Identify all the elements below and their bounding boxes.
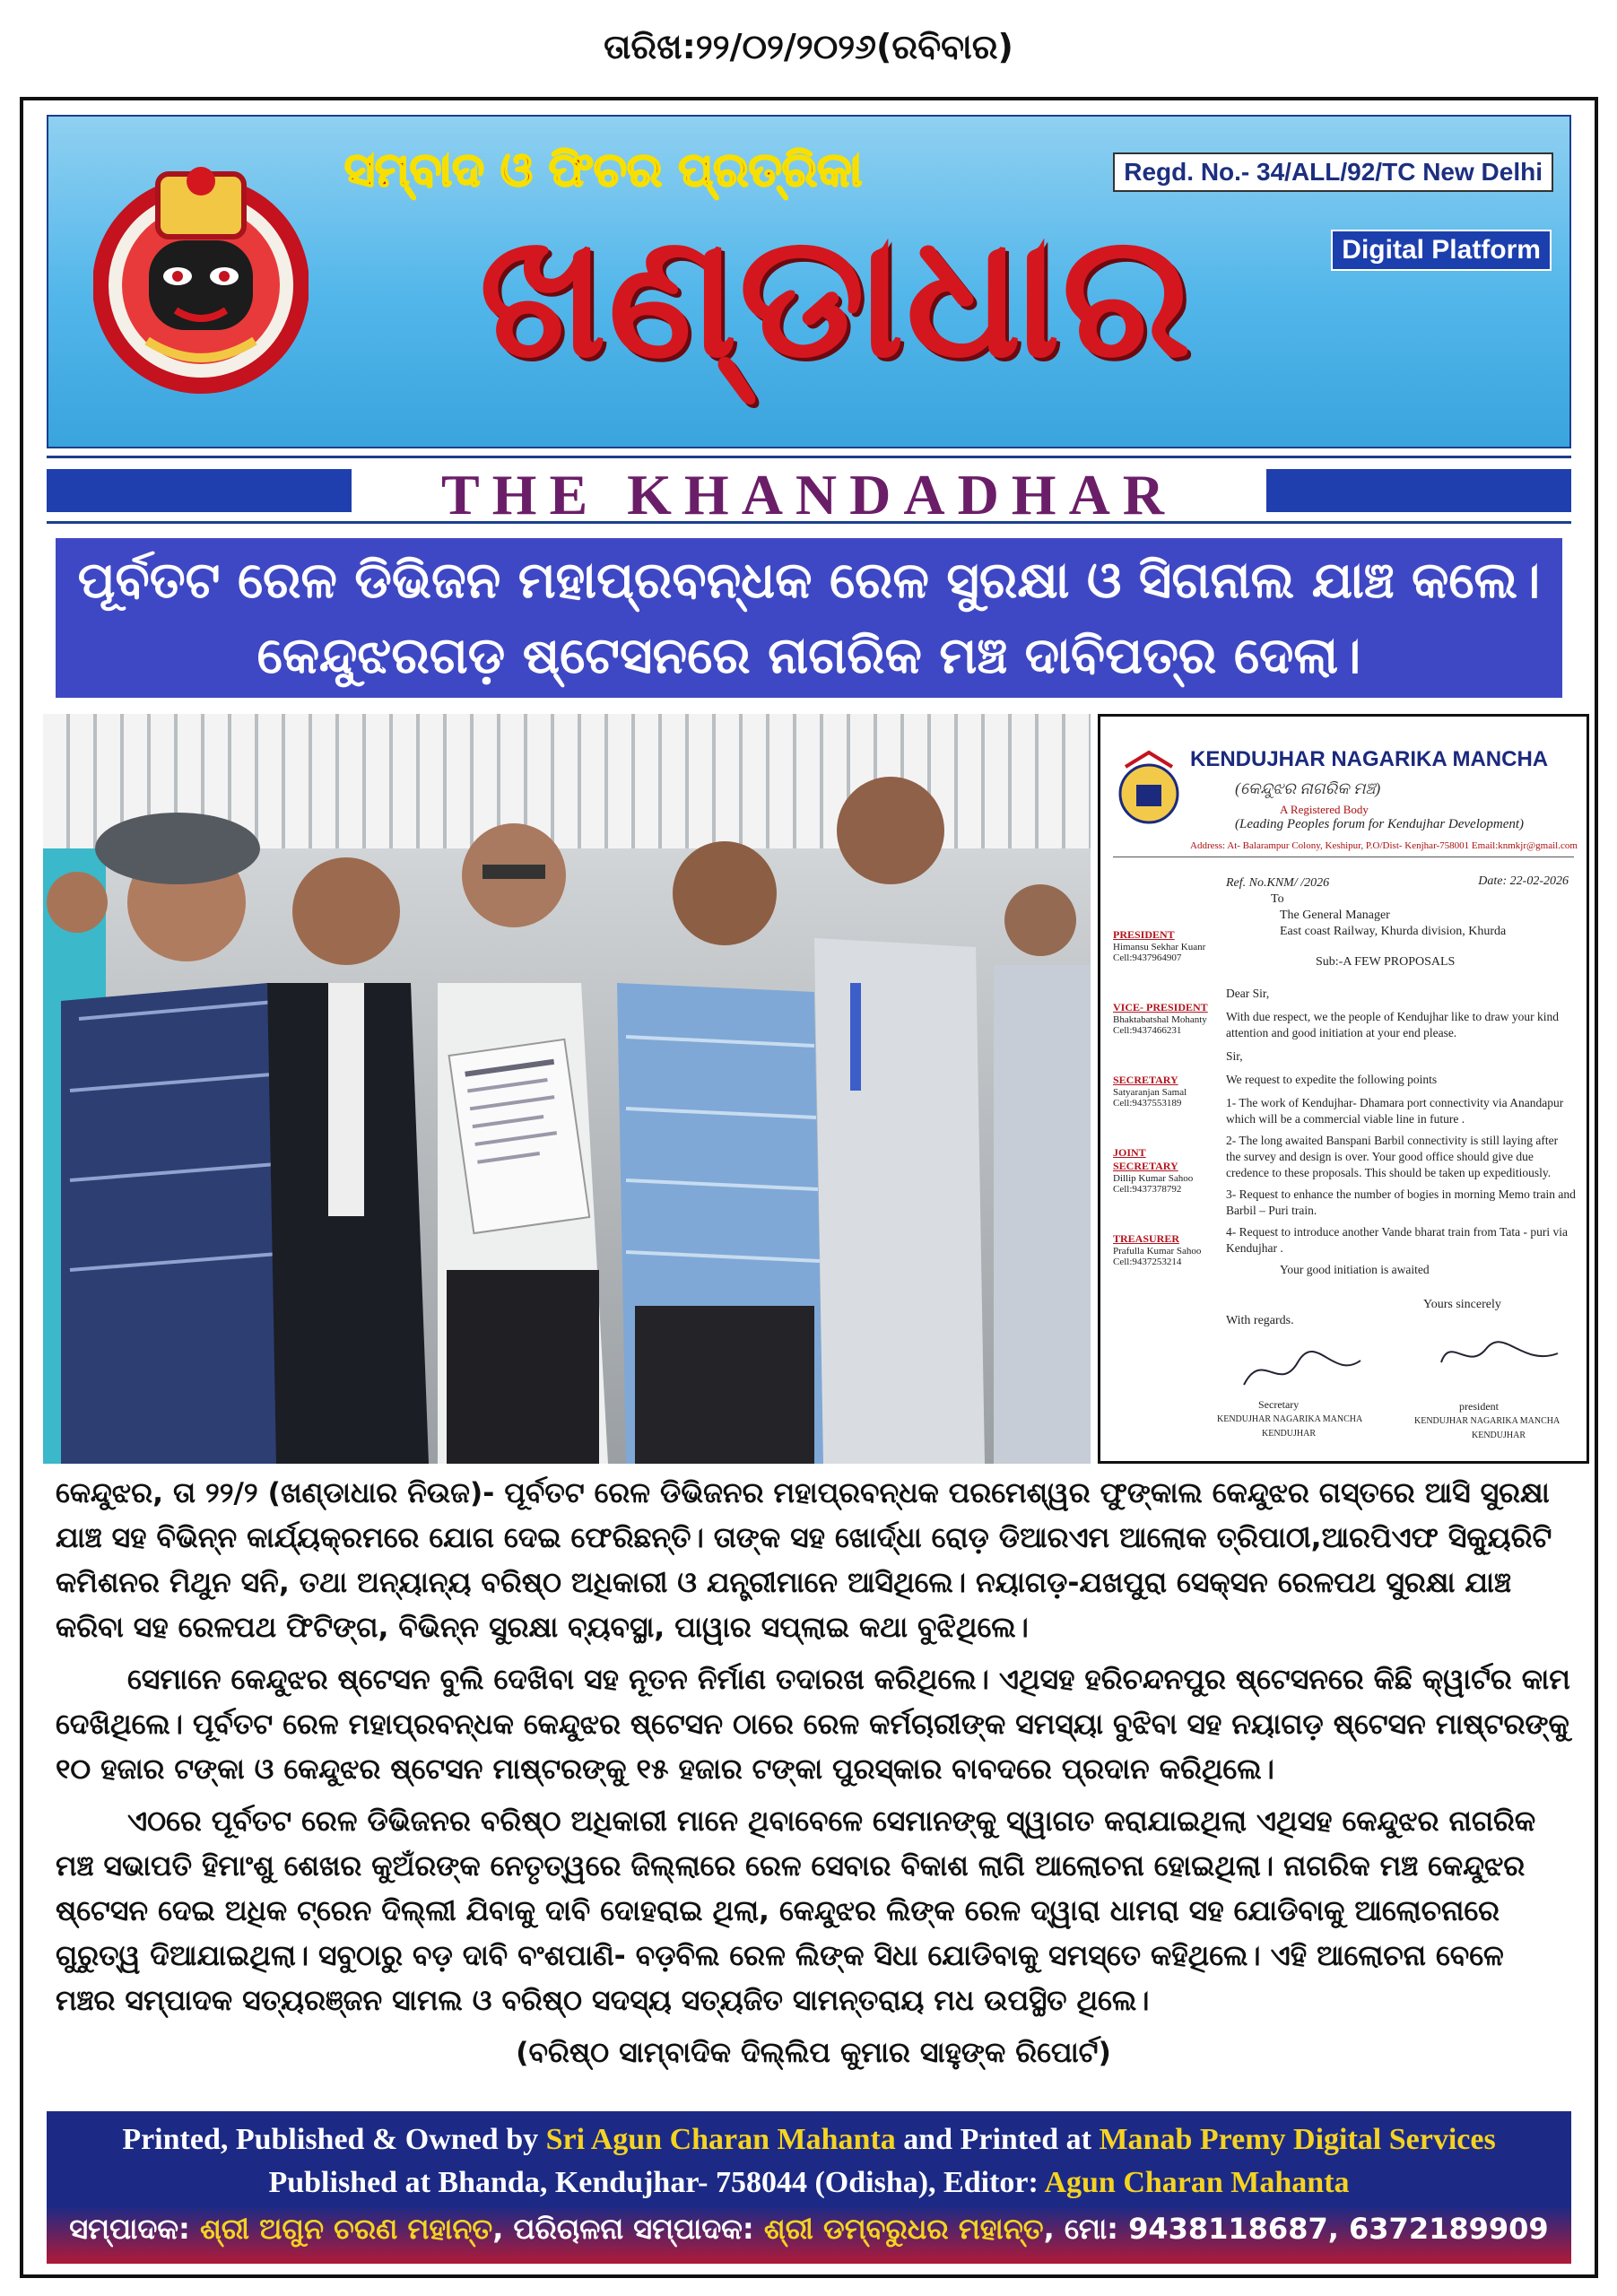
imprint-text: ସମ୍ପାଦକ: (69, 2212, 200, 2246)
english-title: THE KHANDADHAR (440, 463, 1178, 526)
letter-secretary: Secretary (1258, 1398, 1300, 1411)
letter-body (1226, 986, 1576, 1285)
letter-intro: With due respect, we the people of Kendujhar like to draw your kind attention and good initiation at your end please. (1226, 1010, 1559, 1039)
officer-list (1113, 928, 1212, 1305)
letter-address: Address: At- Balarampur Colony, Keshipur, P.O/Dist- Kenjhar-758001 Email:knmkjr@gmail.com (1190, 840, 1578, 851)
letter-sir: Sir, (1226, 1049, 1243, 1063)
imprint-line-3 (47, 2205, 1571, 2253)
officer-name: Prafulla Kumar Sahoo (1113, 1246, 1202, 1257)
letter-point: 2- The long awaited Banspani Barbil connectivity is still laying after the survey and design is over. Your good office should give due credence to these proposals. This should be taken up expeditiously. (1226, 1134, 1559, 1179)
deity-emblem-icon (93, 142, 309, 411)
officer-name: Dillip Kumar Sahoo (1113, 1173, 1194, 1184)
letter-ref: Ref. No.KNM/ /2026 (1226, 876, 1330, 890)
letter-request: We request to expedite the following points (1226, 1073, 1438, 1086)
letter-point: 4- Request to introduce another Vande bharat train from Tata - puri via Kendujhar . (1226, 1225, 1568, 1255)
people-handing-memorandum-image (43, 714, 1091, 1464)
letter-to: To (1271, 892, 1284, 906)
letter-president: president (1459, 1400, 1499, 1413)
letter-org-odia: (କେନ୍ଦୁଝର ନାଗରିକ ମଞ୍ଚ) (1235, 779, 1381, 797)
letter-city-right: KENDUJHAR (1472, 1431, 1526, 1440)
officer-role: SECRETARY (1113, 1074, 1178, 1086)
letter-city-left: KENDUJHAR (1262, 1429, 1316, 1439)
imprint-text: Published at Bhanda, Kendujhar- 758044 (Odisha), Editor: (268, 2166, 1045, 2199)
digital-platform-badge: Digital Platform (1331, 230, 1552, 271)
officer-role: PRESIDENT (1113, 928, 1175, 941)
issue-date: ତାରିଖ:୨୨/୦୨/୨୦୨୬(ରବିବାର) (604, 27, 1013, 66)
officer-name: Satyaranjan Samal (1113, 1087, 1187, 1098)
imprint-line-1 (47, 2118, 1571, 2161)
letter-subject: Sub:-A FEW PROPOSALS (1316, 955, 1456, 969)
imprint-editor: Agun Charan Mahanta (1044, 2166, 1350, 2199)
officer-cell: Cell:9437553189 (1113, 1098, 1182, 1109)
officer-cell: Cell:9437964907 (1113, 952, 1182, 963)
imprint-line-2 (47, 2161, 1571, 2205)
letter-org-sign-left: KENDUJHAR NAGARIKA MANCHA (1217, 1414, 1363, 1424)
letter-salutation: Dear Sir, (1226, 987, 1270, 1000)
memorandum-letter (1098, 714, 1589, 1464)
letter-org-name: KENDUJHAR NAGARIKA MANCHA (1190, 747, 1549, 771)
masthead (47, 115, 1571, 448)
imprint-managing-editor: ଶ୍ରୀ ଡମ୍ବରୁଧର ମହାନ୍ତ (763, 2212, 1044, 2246)
letter-org-sign-right: KENDUJHAR NAGARIKA MANCHA (1414, 1416, 1560, 1426)
officer-item (1113, 928, 1212, 963)
newspaper-page (20, 97, 1598, 2278)
imprint-text: Printed, Published & Owned by (122, 2123, 546, 2156)
letter-date: Date: 22-02-2026 (1478, 874, 1569, 888)
officer-cell: Cell:9437253214 (1113, 1257, 1182, 1267)
officer-name: Himansu Sekhar Kuanr (1113, 942, 1206, 952)
article-paragraph-3: ଏଠରେ ପୂର୍ବତଟ ରେଳ ଡିଭିଜନର ବରିଷ୍ଠ ଅଧିକାରୀ ମାନେ ଥିବାବେଳେ ସେମାନଙ୍କୁ ସ୍ୱାଗତ କରାଯାଇଥିଲା ଏଥିସହ କେନ୍ଦୁଝର ନାଗରିକ ମଞ୍ଚ ସଭାପତି ହିମାଂଶୁ ଶେଖର କୁଅଁରଙ୍କ ନେତୃତ୍ୱରେ ଜିଲ୍ଲାରେ ରେଳ ସେବାର ବିକାଶ ଲାଗି ଆଲୋଚନା ହୋଇଥିଲା। ନାଗରିକ ମଞ୍ଚ କେନ୍ଦୁଝର ଷ୍ଟେସନ ଦେଇ ଅଧିକ ଟ୍ରେନ ଦିଲ୍ଲୀ ଯିବାକୁ ଦାବି ଦୋହରାଇ ଥିଲା, କେନ୍ଦୁଝର ଲିଙ୍କ ରେଳ ଦ୍ୱାରା ଧାମରା ସହ ଯୋଡିବାକୁ ଆଲୋଚନାରେ ଗୁରୁତ୍ୱ ଦିଆଯାଇଥିଲା। ସବୁଠାରୁ ବଡ଼ ଦାବି ବଂଶପାଣି- ବଡ଼ବିଲ ରେଳ ଲିଙ୍କ ସିଧା ଯୋଡିବାକୁ ସମସ୍ତେ କହିଥିଲେ। ଏହି ଆଲୋଚନା ବେଳେ ମଞ୍ଚର ସମ୍ପାଦକ ସତ୍ୟରଞ୍ଜନ ସାମଲ ଓ ବରିଷ୍ଠ ସଦସ୍ୟ ସତ୍ୟଜିତ ସାମନ୍ତରାୟ ମଧ ଉପସ୍ଥିତ ଥିଲେ। (56, 1805, 1536, 2017)
article-paragraph-1: କେନ୍ଦୁଝର, ତା ୨୨/୨ (ଖଣ୍ଡାଧାର ନିଉଜ)- ପୂର୍ବତଟ ରେଳ ଡିଭିଜନର ମହାପ୍ରବନ୍ଧକ ପରମେଶ୍ୱର ଫୁଙ୍କାଲ କେନ୍ଦୁଝର ଗସ୍ତରେ ଆସି ସୁରକ୍ଷା ଯାଞ୍ଚ ସହ ବିଭିନ୍ନ କାର୍ଯ୍ୟକ୍ରମରେ ଯୋଗ ଦେଇ ଫେରିଛନ୍ତି। ତାଙ୍କ ସହ ଖୋର୍ଦ୍ଧା ରୋଡ଼ ଡିଆରଏମ ଆଲୋକ ତ୍ରିପାଠୀ,ଆରପିଏଫ ସିକ୍ୟୁରିଟି କମିଶନର ମିଥୁନ ସନି, ତଥା ଅନ୍ୟାନ୍ୟ ବରିଷ୍ଠ ଅଧିକାରୀ ଓ ଯନ୍ତ୍ରୀମାନେ ଆସିଥିଲେ। ନୟାଗଡ଼-ଯଖପୁରା ସେକ୍ସନ ରେଳପଥ ସୁରକ୍ଷା ଯାଞ୍ଚ କରିବା ସହ ରେଳପଥ ଫିଟିଙ୍ଗ, ବିଭିନ୍ନ ସୁରକ୍ଷା ବ୍ୟବସ୍ଥା, ପାୱାର ସପ୍ଲାଇ କଥା ବୁଝିଥିଲେ। (56, 1477, 1552, 1644)
letter-point: 1- The work of Kendujhar- Dhamara port connectivity via Anandapur which will be a commercial viable line in future . (1226, 1096, 1564, 1126)
president-signature-icon (1432, 1326, 1567, 1380)
article-paragraph-2: ସେମାନେ କେନ୍ଦୁଝର ଷ୍ଟେସନ ବୁଲି ଦେଖିବା ସହ ନୂତନ ନିର୍ମାଣ ତଦାରଖ କରିଥିଲେ। ଏଥିସହ ହରିଚନ୍ଦନପୁର ଷ୍ଟେସନରେ କିଛି କ୍ୱାର୍ଟର କାମ ଦେଖିଥିଲେ। ପୂର୍ବତଟ ରେଳ ମହାପ୍ରବନ୍ଧକ କେନ୍ଦୁଝର ଷ୍ଟେସନ ଠାରେ ରେଳ କର୍ମଚାରୀଙ୍କ ସମସ୍ୟା ବୁଝିବା ସହ ନୟାଗଡ଼ ଷ୍ଟେସନ ମାଷ୍ଟରଙ୍କୁ ୧୦ ହଜାର ଟଙ୍କା ଓ କେନ୍ଦୁଝର ଷ୍ଟେସନ ମାଷ୍ଟରଙ୍କୁ ୧୫ ହଜାର ଟଙ୍କା ପୁରସ୍କାର ବାବଦରେ ପ୍ରଦାନ କରିଥିଲେ। (56, 1664, 1570, 1786)
letter-regards: With regards. (1226, 1314, 1294, 1327)
letter-closing: Your good initiation is awaited (1280, 1263, 1430, 1276)
officer-name: Bhaktabatshal Mohanty (1113, 1014, 1207, 1025)
officer-item (1113, 1232, 1212, 1267)
officer-item (1113, 1001, 1212, 1036)
article-body (56, 1471, 1571, 2083)
officer-item (1113, 1146, 1212, 1195)
headline-line-2: କେନ୍ଦୁଝରଗଡ଼ ଷ୍ଟେସନରେ ନାଗରିକ ମଞ୍ଚ ଦାବିପତ୍ର ଦେଲା। (256, 627, 1361, 685)
imprint-footer (47, 2111, 1571, 2264)
headline (56, 538, 1562, 698)
masthead-title: ଖଣ୍ଡାଧାର (479, 197, 1193, 396)
letter-tagline: (Leading Peoples forum for Kendujhar Development) (1235, 817, 1525, 831)
mancha-logo-icon (1113, 749, 1185, 835)
officer-cell: Cell:9437378792 (1113, 1184, 1182, 1195)
secretary-signature-icon (1235, 1344, 1396, 1398)
headline-line-1: ପୂର୍ବତଟ ରେଳ ଡିଭିଜନ ମହାପ୍ରବନ୍ଧକ ରେଳ ସୁରକ୍ଷା ଓ ସିଗନାଲ ଯାଞ୍ଚ କଲେ। (77, 552, 1541, 610)
letter-registered: A Registered Body (1280, 803, 1369, 816)
officer-cell: Cell:9437466231 (1113, 1025, 1182, 1036)
imprint-text: , ପରିଚାଳନା ସମ୍ପାଦକ: (492, 2212, 764, 2246)
letter-recipient: The General Manager (1280, 909, 1390, 922)
officer-item (1113, 1074, 1212, 1109)
officer-role: TREASURER (1113, 1232, 1180, 1245)
letter-yours: Yours sincerely (1423, 1298, 1501, 1311)
officer-role: JOINT SECRETARY (1113, 1146, 1178, 1172)
imprint-text: and Printed at (895, 2123, 1100, 2156)
imprint-owner: Sri Agun Charan Mahanta (545, 2123, 896, 2156)
registration-number: Regd. No.- 34/ALL/92/TC New Delhi (1113, 152, 1553, 192)
english-title-band (47, 456, 1571, 524)
letter-points (1226, 1095, 1576, 1257)
article-byline: (ବରିଷ୍ଠ ସାମ୍ବାଦିକ ଦିଲ୍ଲିପ କୁମାର ସାହୁଙ୍କ ରିପୋର୍ଟ) (516, 2037, 1111, 2069)
letter-point: 3- Request to enhance the number of bogies in morning Memo train and Barbil – Puri train. (1226, 1187, 1576, 1217)
letter-recipient-org: East coast Railway, Khurda division, Khurda (1280, 925, 1507, 938)
imprint-editor-odia: ଶ୍ରୀ ଅଗୁନ ଚରଣ ମହାନ୍ତ (199, 2212, 493, 2246)
officer-role: VICE- PRESIDENT (1113, 1001, 1208, 1013)
imprint-printer: Manab Premy Digital Services (1099, 2123, 1496, 2156)
news-photo (43, 714, 1091, 1464)
masthead-tagline: ସମ୍ବାଦ ଓ ଫିଚର ପ୍ରତ୍ରିକା (344, 144, 863, 197)
imprint-phone: , ମୋ: 9438118687, 6372189909 (1043, 2212, 1549, 2246)
